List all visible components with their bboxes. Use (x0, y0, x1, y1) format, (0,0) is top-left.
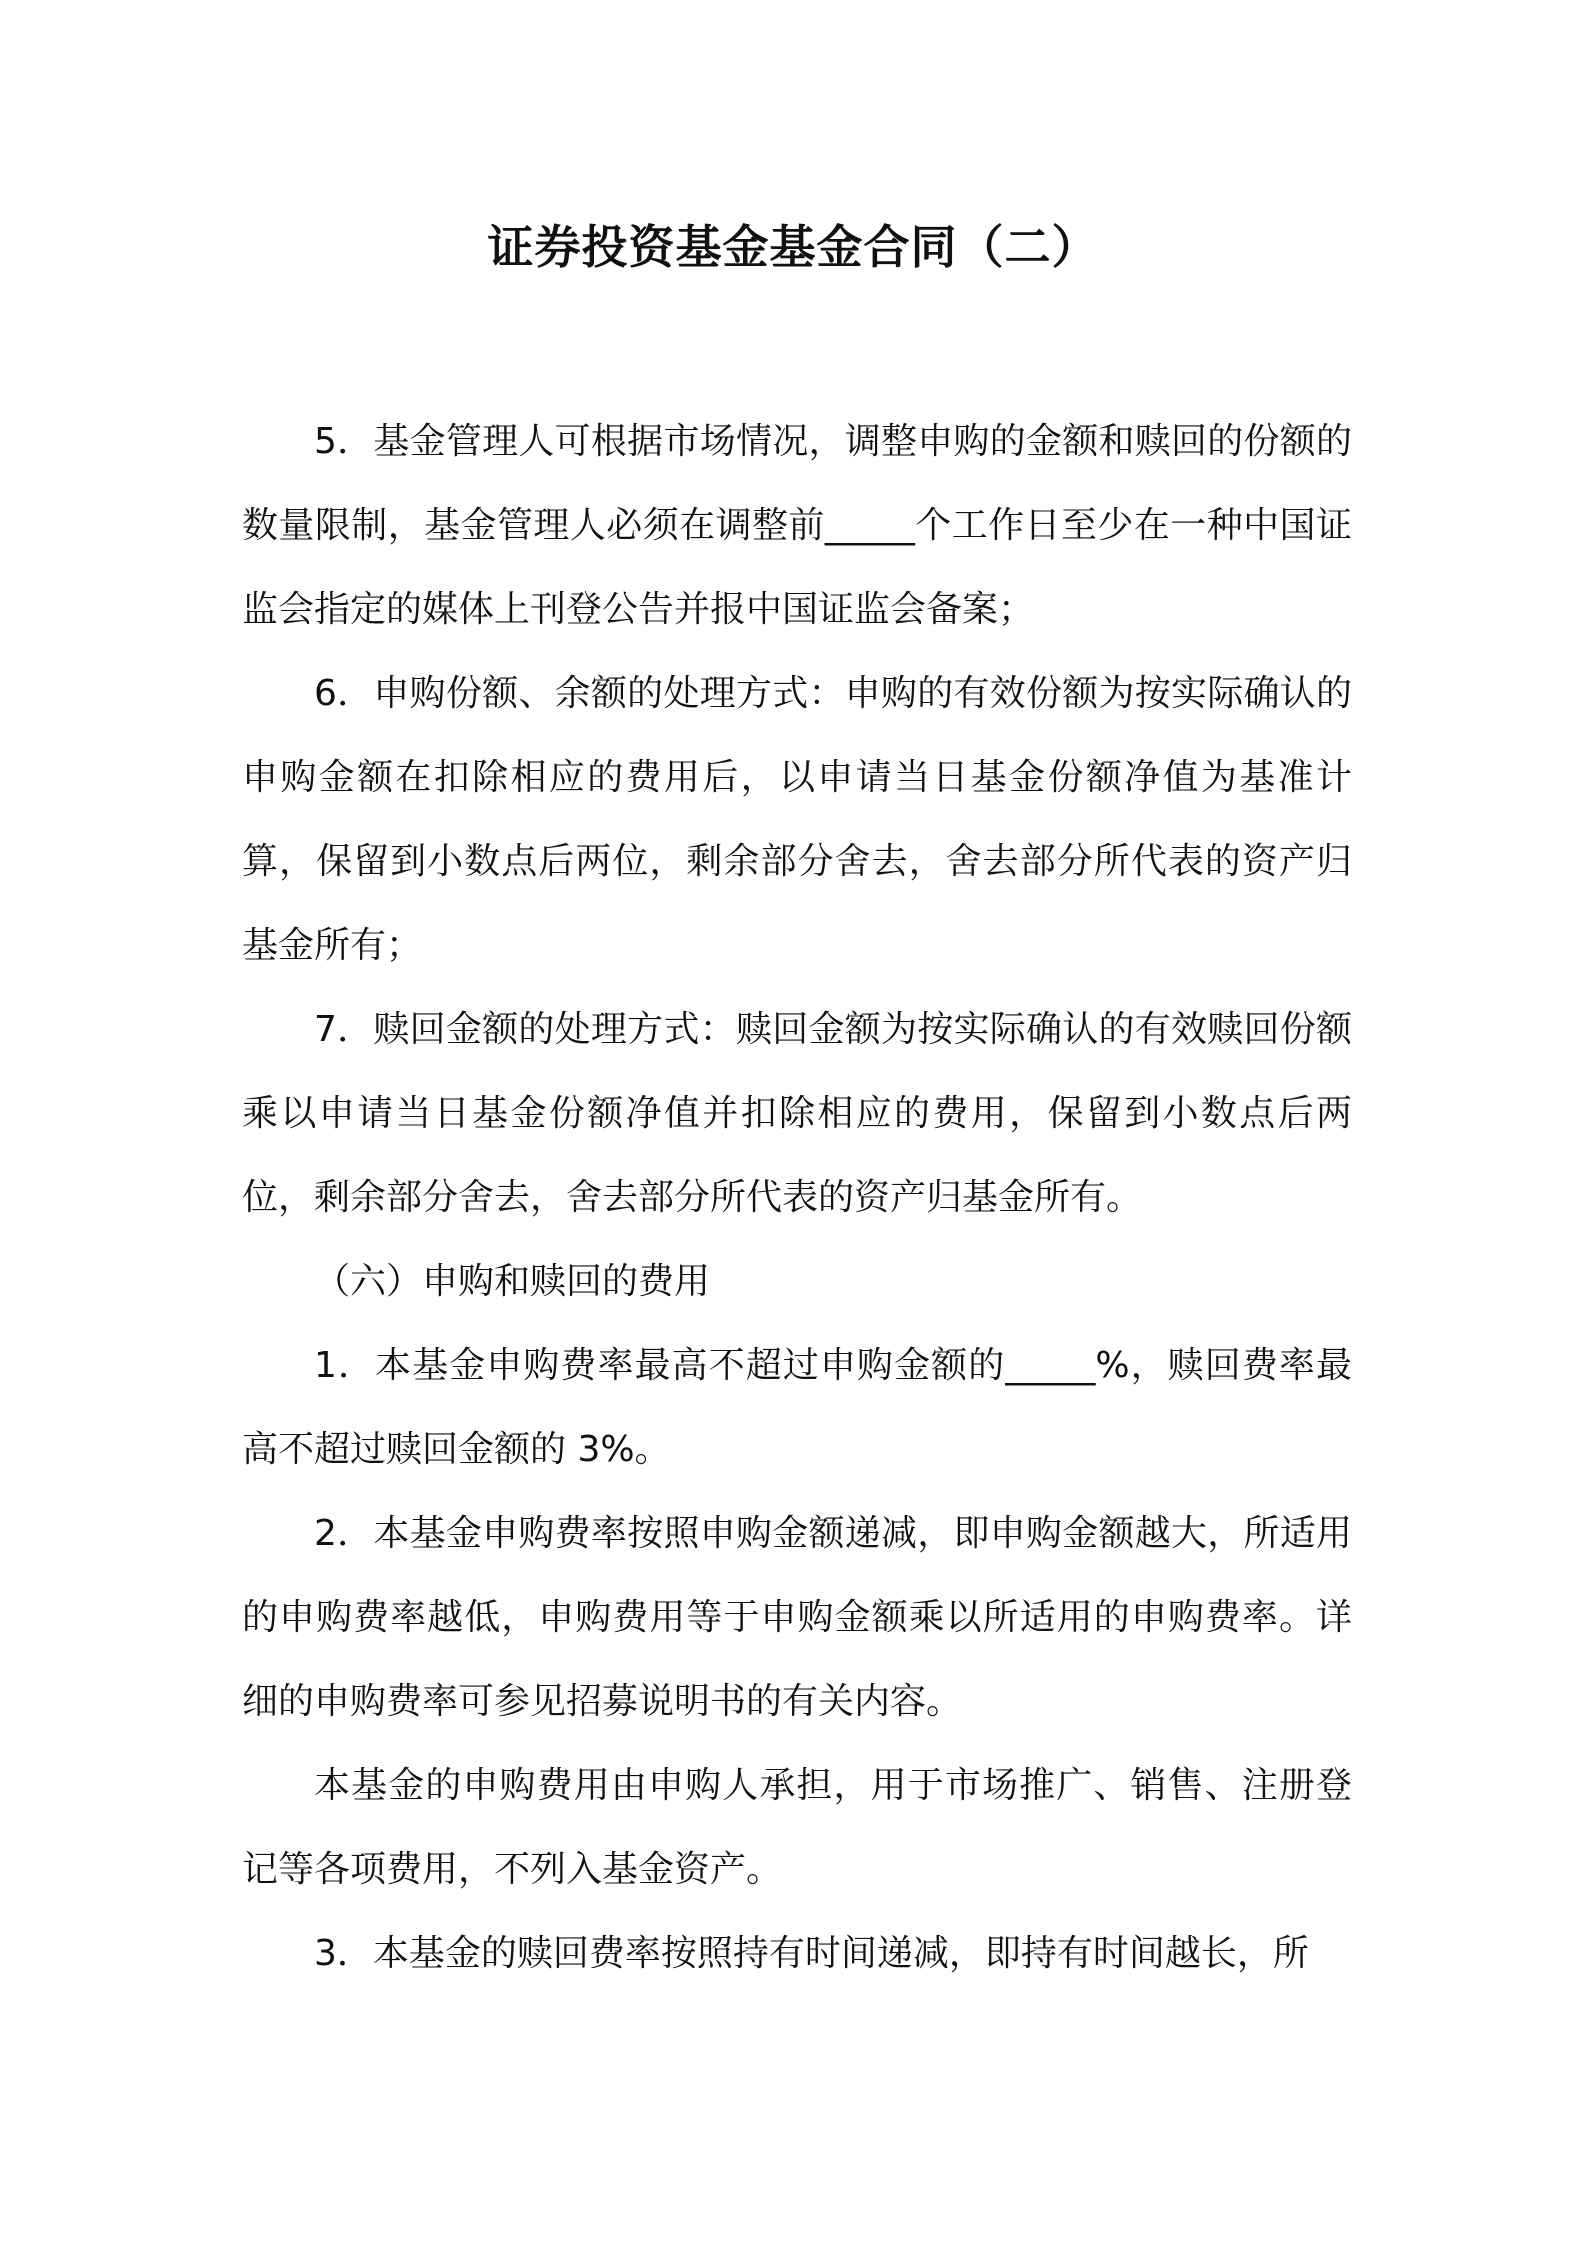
paragraph-fee-3-redemption-rate: 3．本基金的赎回费率按照持有时间递减，即持有时间越长，所 (314, 1933, 1309, 1974)
paragraph-item-5-purchase-limit: 5．基金管理人可根据市场情况，调整申购的金额和赎回的份额的数量限制，基金管理人必须在调整前_____个工作日至少在一种中国证监会指定的媒体上刊登公告并报中国证监会备案； (242, 421, 1352, 630)
paragraph-item-6-purchase-shares: 6．申购份额、余额的处理方式：申购的有效份额为按实际确认的申购金额在扣除相应的费用后，以申请当日基金份额净值为基准计算，保留到小数点后两位，剩余部分舍去，舍去部分所代表的资产归基金所有； (242, 673, 1352, 966)
paragraph-fee-2-purchase-rate: 2．本基金申购费率按照申购金额递减，即申购金额越大，所适用的申购费率越低，申购费用等于申购金额乘以所适用的申购费率。详细的申购费率可参见招募说明书的有关内容。 (242, 1513, 1352, 1722)
paragraph-fee-purchase-cost-bearer: 本基金的申购费用由申购人承担，用于市场推广、销售、注册登记等各项费用，不列入基金资产。 (242, 1765, 1352, 1890)
paragraph-fee-1-max-rates: 1．本基金申购费率最高不超过申购金额的_____%，赎回费率最高不超过赎回金额的 3%。 (242, 1345, 1352, 1470)
paragraph-item-7-redemption-amount: 7．赎回金额的处理方式：赎回金额为按实际确认的有效赎回份额乘以申请当日基金份额净值并扣除相应的费用，保留到小数点后两位，剩余部分舍去，舍去部分所代表的资产归基金所有。 (242, 1009, 1352, 1218)
section-heading-fees: （六）申购和赎回的费用 (314, 1261, 711, 1302)
document-title: 证券投资基金基金合同（二） (487, 220, 1099, 274)
document-body (242, 400, 1352, 1996)
